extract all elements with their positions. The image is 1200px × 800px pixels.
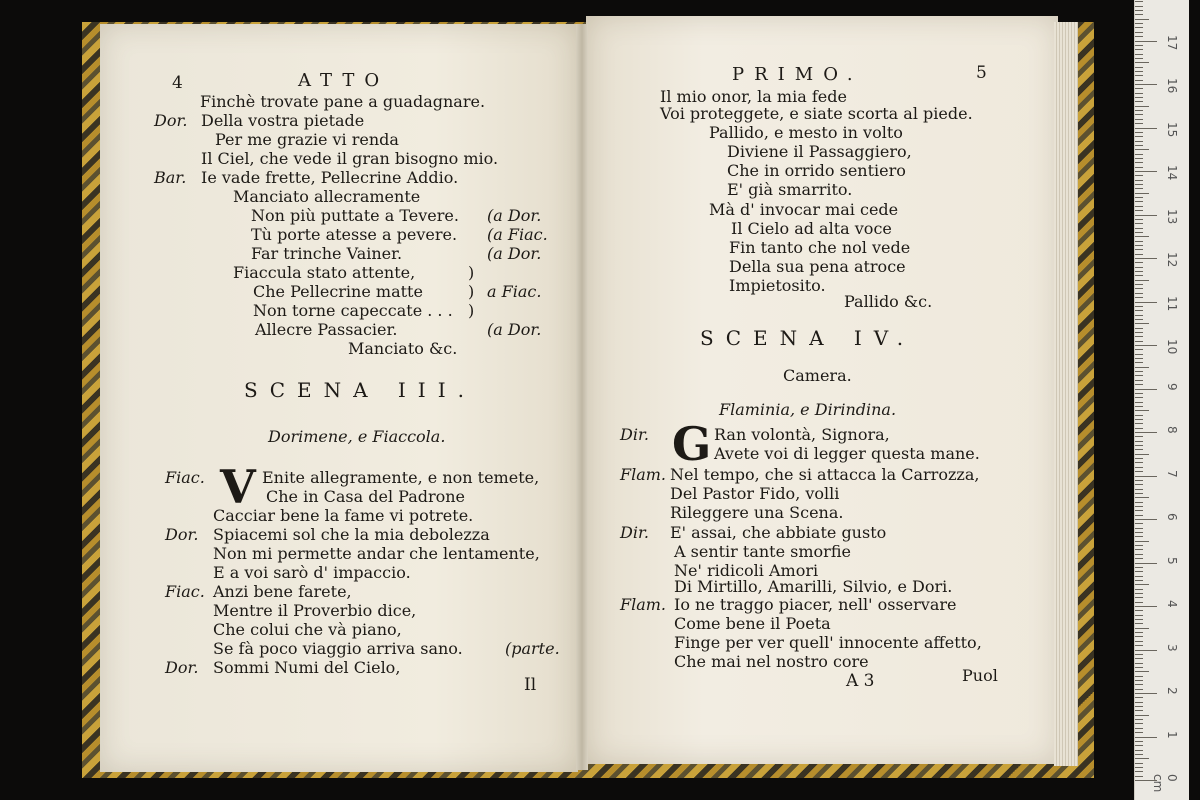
ruler-tick xyxy=(1135,71,1143,72)
ruler-tick xyxy=(1135,758,1149,759)
ruler-tick xyxy=(1135,558,1143,559)
ruler-tick xyxy=(1135,410,1149,411)
ruler-tick xyxy=(1135,271,1143,272)
ruler-tick xyxy=(1135,767,1143,768)
ruler-tick xyxy=(1135,106,1149,107)
ruler-tick xyxy=(1135,467,1143,468)
ruler-tick xyxy=(1135,606,1157,607)
speaker-label: Bar. xyxy=(154,168,187,187)
text-line: Se fà poco viaggio arriva sano. xyxy=(213,639,463,658)
ruler-label: 14 xyxy=(1165,165,1179,181)
text-line: Io ne traggo piacer, nell' osservare xyxy=(674,595,957,614)
ruler-tick xyxy=(1135,319,1143,320)
ruler-tick xyxy=(1135,654,1143,655)
measuring-ruler xyxy=(1134,0,1189,800)
text-line: Enite allegramente, e non temete, xyxy=(262,468,540,487)
ruler-tick xyxy=(1135,49,1143,50)
text-line: Che colui che và piano, xyxy=(213,620,402,639)
stage-direction: (a Dor. xyxy=(487,320,542,339)
ruler-tick xyxy=(1135,1,1143,2)
ruler-tick xyxy=(1135,397,1143,398)
ruler-tick xyxy=(1135,619,1143,620)
ruler-tick xyxy=(1135,345,1157,346)
text-line: Finchè trovate pane a guadagnare. xyxy=(200,92,486,111)
ruler-tick xyxy=(1135,149,1149,150)
ruler-tick xyxy=(1135,484,1143,485)
ruler-tick xyxy=(1135,419,1143,420)
text-line: Che in Casa del Padrone xyxy=(266,487,466,506)
ruler-tick xyxy=(1135,580,1143,581)
ruler-tick xyxy=(1135,136,1143,137)
ruler-tick xyxy=(1135,454,1149,455)
speaker-label: Fiac. xyxy=(165,582,205,601)
ruler-tick xyxy=(1135,615,1143,616)
ruler-tick xyxy=(1135,358,1143,359)
speaker-label: Dir. xyxy=(620,425,649,444)
ruler-tick xyxy=(1135,315,1143,316)
ruler-tick xyxy=(1135,554,1143,555)
ruler-tick xyxy=(1135,402,1143,403)
ruler-tick xyxy=(1135,497,1149,498)
ruler-tick xyxy=(1135,515,1143,516)
ruler-tick xyxy=(1135,367,1149,368)
text-line: Che mai nel nostro core xyxy=(674,652,869,671)
ruler-tick xyxy=(1135,114,1143,115)
scene-iii-characters: Dorimene, e Fiaccola. xyxy=(268,427,446,446)
ruler-tick xyxy=(1135,528,1143,529)
ruler-tick xyxy=(1135,236,1149,237)
ruler-tick xyxy=(1135,80,1143,81)
ruler-tick xyxy=(1135,589,1143,590)
ruler-tick xyxy=(1135,750,1143,751)
text-line: Diviene il Passaggiero, xyxy=(727,142,912,161)
ruler-tick xyxy=(1135,506,1143,507)
ruler-label: 16 xyxy=(1165,78,1179,94)
text-line: Cacciar bene la fame vi potrete. xyxy=(213,506,474,525)
ruler-tick xyxy=(1135,715,1149,716)
ruler-tick xyxy=(1135,632,1143,633)
page-edges xyxy=(1054,22,1078,766)
ruler-tick xyxy=(1135,689,1143,690)
ruler-tick xyxy=(1135,180,1143,181)
text-line: Finge per ver quell' innocente affetto, xyxy=(674,633,982,652)
text-line: Fin tanto che nol vede xyxy=(729,238,911,257)
ruler-tick xyxy=(1135,123,1143,124)
ruler-label: 17 xyxy=(1165,34,1179,50)
ruler-tick xyxy=(1135,262,1143,263)
ruler-tick xyxy=(1135,776,1143,777)
text-line: Per me grazie vi renda xyxy=(215,130,399,149)
ruler-tick xyxy=(1135,145,1143,146)
ruler-tick xyxy=(1135,119,1143,120)
ruler-tick xyxy=(1135,288,1143,289)
ruler-tick xyxy=(1135,210,1143,211)
text-line: Avete voi di legger questa mane. xyxy=(714,444,980,463)
ruler-tick xyxy=(1135,532,1143,533)
ruler-tick xyxy=(1135,671,1149,672)
text-line: Come bene il Poeta xyxy=(674,614,831,633)
ruler-tick xyxy=(1135,362,1143,363)
ruler-tick xyxy=(1135,745,1143,746)
scene-iv-characters: Flaminia, e Dirindina. xyxy=(719,400,897,419)
speaker-label: Flam. xyxy=(620,465,667,484)
text-line: Il Cielo ad alta voce xyxy=(731,219,892,238)
ruler-tick xyxy=(1135,436,1143,437)
ruler-tick xyxy=(1135,645,1143,646)
ruler-label: 15 xyxy=(1165,121,1179,137)
ruler-tick xyxy=(1135,58,1143,59)
ruler-tick xyxy=(1135,215,1157,216)
left-running-head: ATTO xyxy=(298,70,390,91)
text-line: Che Pellecrine matte xyxy=(253,282,423,301)
ruler-tick xyxy=(1135,354,1143,355)
text-line: Della sua pena atroce xyxy=(729,257,906,276)
ruler-tick xyxy=(1135,349,1143,350)
ruler-tick xyxy=(1135,697,1143,698)
book-gutter xyxy=(576,24,588,770)
ruler-tick xyxy=(1135,219,1143,220)
ruler-tick xyxy=(1135,10,1143,11)
text-line: Manciato &c. xyxy=(348,339,458,358)
text-line: Non mi permette andar che lentamente, xyxy=(213,544,540,563)
text-line: Far trinche Vainer. xyxy=(251,244,403,263)
scene-iv-setting: Camera. xyxy=(783,366,852,385)
brace-mark: ) xyxy=(468,263,475,282)
ruler-tick xyxy=(1135,249,1143,250)
text-line: Voi proteggete, e siate scorta al piede. xyxy=(660,104,973,123)
ruler-tick xyxy=(1135,536,1143,537)
ruler-tick xyxy=(1135,275,1143,276)
ruler-tick xyxy=(1135,93,1143,94)
ruler-tick xyxy=(1135,706,1143,707)
ruler-tick xyxy=(1135,167,1143,168)
text-line: Rileggere una Scena. xyxy=(670,503,844,522)
ruler-tick xyxy=(1135,132,1143,133)
text-line: Che in orrido sentiero xyxy=(727,161,906,180)
ruler-tick xyxy=(1135,663,1143,664)
ruler-tick xyxy=(1135,323,1149,324)
text-line: Nel tempo, che si attacca la Carrozza, xyxy=(670,465,980,484)
ruler-tick xyxy=(1135,310,1143,311)
text-line: Ie vade frette, Pellecrine Addio. xyxy=(201,168,459,187)
ruler-label: 8 xyxy=(1165,426,1179,434)
ruler-tick xyxy=(1135,741,1143,742)
ruler-tick xyxy=(1135,27,1143,28)
ruler-tick xyxy=(1135,293,1143,294)
ruler-tick xyxy=(1135,732,1143,733)
ruler-tick xyxy=(1135,67,1143,68)
ruler-tick xyxy=(1135,493,1143,494)
ruler-tick xyxy=(1135,393,1143,394)
ruler-tick xyxy=(1135,610,1143,611)
ruler-tick xyxy=(1135,576,1143,577)
ruler-tick xyxy=(1135,449,1143,450)
ruler-label: 10 xyxy=(1165,339,1179,355)
ruler-tick xyxy=(1135,763,1143,764)
text-line: Mà d' invocar mai cede xyxy=(709,200,899,219)
scene-iv-heading: SCENA IV. xyxy=(700,326,916,350)
ruler-tick xyxy=(1135,597,1143,598)
text-line: Anzi bene farete, xyxy=(213,582,352,601)
ruler-tick xyxy=(1135,32,1143,33)
ruler-tick xyxy=(1135,719,1143,720)
ruler-tick xyxy=(1135,297,1143,298)
drop-capital: G xyxy=(672,417,712,471)
ruler-tick xyxy=(1135,228,1143,229)
ruler-tick xyxy=(1135,341,1143,342)
ruler-tick xyxy=(1135,406,1143,407)
text-line: Ran volontà, Signora, xyxy=(714,425,890,444)
speaker-label: Flam. xyxy=(620,595,667,614)
text-line: E' già smarrito. xyxy=(727,180,853,199)
ruler-label: 2 xyxy=(1165,687,1179,695)
ruler-tick xyxy=(1135,541,1149,542)
text-line: Sommi Numi del Cielo, xyxy=(213,658,401,677)
ruler-tick xyxy=(1135,206,1143,207)
text-line: E a voi sarò d' impaccio. xyxy=(213,563,411,582)
ruler-tick xyxy=(1135,41,1157,42)
ruler-tick xyxy=(1135,628,1149,629)
ruler-tick xyxy=(1135,571,1143,572)
ruler-tick xyxy=(1135,510,1143,511)
ruler-tick xyxy=(1135,471,1143,472)
ruler-tick xyxy=(1135,245,1143,246)
text-line: Fiaccula stato attente, xyxy=(233,263,416,282)
left-page-number: 4 xyxy=(172,73,183,93)
ruler-tick xyxy=(1135,584,1149,585)
ruler-tick xyxy=(1135,771,1143,772)
right-running-head: PRIMO. xyxy=(732,64,863,85)
ruler-label: 6 xyxy=(1165,513,1179,521)
ruler-tick xyxy=(1135,175,1143,176)
scene-iii-heading: SCENA III. xyxy=(244,378,476,402)
ruler-tick xyxy=(1135,623,1143,624)
ruler-label: 13 xyxy=(1165,208,1179,224)
ruler-tick xyxy=(1135,476,1157,477)
text-line: Mentre il Proverbio dice, xyxy=(213,601,417,620)
ruler-tick xyxy=(1135,280,1149,281)
ruler-tick xyxy=(1135,128,1157,129)
text-line: Pallido &c. xyxy=(844,292,933,311)
ruler-tick xyxy=(1135,193,1149,194)
ruler-tick xyxy=(1135,14,1143,15)
ruler-tick xyxy=(1135,602,1143,603)
ruler-tick xyxy=(1135,45,1143,46)
ruler-label: 3 xyxy=(1165,643,1179,652)
ruler-tick xyxy=(1135,75,1143,76)
ruler-tick xyxy=(1135,380,1143,381)
text-line: Manciato allecramente xyxy=(233,187,421,206)
right-page-number: 5 xyxy=(976,63,987,83)
ruler-tick xyxy=(1135,489,1143,490)
text-line: Spiacemi sol che la mia debolezza xyxy=(213,525,490,544)
text-line: E' assai, che abbiate gusto xyxy=(670,523,887,542)
ruler-tick xyxy=(1135,97,1143,98)
ruler-tick xyxy=(1135,658,1143,659)
ruler-tick xyxy=(1135,101,1143,102)
text-line: Non torne capeccate . . . xyxy=(253,301,453,320)
ruler-tick xyxy=(1135,567,1143,568)
ruler-tick xyxy=(1135,723,1143,724)
text-line: Della vostra pietade xyxy=(201,111,365,130)
stage-direction: (a Dor. xyxy=(487,244,542,263)
speaker-label: Dor. xyxy=(165,658,199,677)
text-line: Del Pastor Fido, volli xyxy=(670,484,840,503)
ruler-tick xyxy=(1135,306,1143,307)
ruler-tick xyxy=(1135,480,1143,481)
ruler-tick xyxy=(1135,162,1143,163)
ruler-tick xyxy=(1135,223,1143,224)
text-line: Pallido, e mesto in volto xyxy=(709,123,903,142)
ruler-tick xyxy=(1135,188,1143,189)
ruler-tick xyxy=(1135,384,1143,385)
ruler-tick xyxy=(1135,676,1143,677)
ruler-tick xyxy=(1135,519,1157,520)
ruler-tick xyxy=(1135,641,1143,642)
ruler-tick xyxy=(1135,36,1143,37)
ruler-tick xyxy=(1135,54,1143,55)
speaker-label: Dir. xyxy=(620,523,649,542)
left-catchword: Il xyxy=(524,675,537,695)
ruler-tick xyxy=(1135,702,1143,703)
ruler-tick xyxy=(1135,423,1143,424)
ruler-tick xyxy=(1135,302,1157,303)
ruler-tick xyxy=(1135,432,1157,433)
stage-direction: (a Dor. xyxy=(487,206,542,225)
ruler-tick xyxy=(1135,636,1143,637)
ruler-tick xyxy=(1135,110,1143,111)
right-catchword: Puol xyxy=(962,666,998,685)
ruler-tick xyxy=(1135,258,1157,259)
brace-mark: ) xyxy=(468,282,475,301)
ruler-tick xyxy=(1135,710,1143,711)
text-line: Ne' ridicoli Amori xyxy=(674,561,819,580)
ruler-tick xyxy=(1135,154,1143,155)
ruler-tick xyxy=(1135,241,1143,242)
ruler-tick xyxy=(1135,428,1143,429)
ruler-tick xyxy=(1135,523,1143,524)
text-line: Allecre Passacier. xyxy=(255,320,398,339)
text-line: Il mio onor, la mia fede xyxy=(660,87,847,106)
brace-mark: ) xyxy=(468,301,475,320)
ruler-tick xyxy=(1135,737,1157,738)
ruler-tick xyxy=(1135,88,1143,89)
ruler-label: 1 xyxy=(1165,730,1179,739)
ruler-tick xyxy=(1135,650,1157,651)
ruler-tick xyxy=(1135,197,1143,198)
ruler-tick xyxy=(1135,693,1157,694)
ruler-tick xyxy=(1135,84,1157,85)
text-line: A sentir tante smorfie xyxy=(674,542,851,561)
ruler-tick xyxy=(1135,415,1143,416)
text-line: Tù porte atesse a pevere. xyxy=(251,225,458,244)
ruler-tick xyxy=(1135,549,1143,550)
text-line: Di Mirtillo, Amarilli, Silvio, e Dori. xyxy=(674,577,953,596)
speaker-label: Dor. xyxy=(154,111,188,130)
ruler-tick xyxy=(1135,6,1143,7)
ruler-tick xyxy=(1135,389,1157,390)
ruler-tick xyxy=(1135,201,1143,202)
ruler-tick xyxy=(1135,267,1143,268)
ruler-tick xyxy=(1135,754,1143,755)
stage-direction: (a Fiac. xyxy=(487,225,548,244)
ruler-tick xyxy=(1135,502,1143,503)
ruler-tick xyxy=(1135,545,1143,546)
ruler-tick xyxy=(1135,680,1143,681)
ruler-tick xyxy=(1135,19,1149,20)
text-line: Non più puttate a Tevere. xyxy=(251,206,459,225)
ruler-tick xyxy=(1135,62,1149,63)
stage-direction: a Fiac. xyxy=(487,282,542,301)
ruler-tick xyxy=(1135,667,1143,668)
ruler-label: 0 cm xyxy=(1151,774,1179,793)
drop-capital: V xyxy=(220,460,256,514)
ruler-tick xyxy=(1135,684,1143,685)
ruler-tick xyxy=(1135,23,1143,24)
stage-direction: (parte. xyxy=(505,639,560,658)
ruler-tick xyxy=(1135,184,1143,185)
ruler-tick xyxy=(1135,593,1143,594)
ruler-label: 7 xyxy=(1165,469,1179,478)
ruler-tick xyxy=(1135,254,1143,255)
text-line: Impietosito. xyxy=(729,276,826,295)
speaker-label: Dor. xyxy=(165,525,199,544)
ruler-label: 4 xyxy=(1165,600,1179,608)
ruler-tick xyxy=(1135,441,1143,442)
ruler-tick xyxy=(1135,158,1143,159)
ruler-tick xyxy=(1135,375,1143,376)
signature-mark: A 3 xyxy=(846,671,875,691)
ruler-tick xyxy=(1135,171,1157,172)
ruler-tick xyxy=(1135,462,1143,463)
ruler-label: 5 xyxy=(1165,556,1179,565)
ruler-tick xyxy=(1135,445,1143,446)
ruler-tick xyxy=(1135,563,1157,564)
text-line: Il Ciel, che vede il gran bisogno mio. xyxy=(201,149,499,168)
ruler-tick xyxy=(1135,728,1143,729)
ruler-tick xyxy=(1135,232,1143,233)
ruler-tick xyxy=(1135,284,1143,285)
ruler-tick xyxy=(1135,332,1143,333)
ruler-tick xyxy=(1135,458,1143,459)
ruler-label: 9 xyxy=(1165,382,1179,391)
ruler-label: 11 xyxy=(1165,295,1179,311)
ruler-label: 12 xyxy=(1165,252,1179,268)
speaker-label: Fiac. xyxy=(165,468,205,487)
ruler-tick xyxy=(1135,336,1143,337)
ruler-tick xyxy=(1135,328,1143,329)
ruler-tick xyxy=(1135,141,1143,142)
ruler-tick xyxy=(1135,371,1143,372)
